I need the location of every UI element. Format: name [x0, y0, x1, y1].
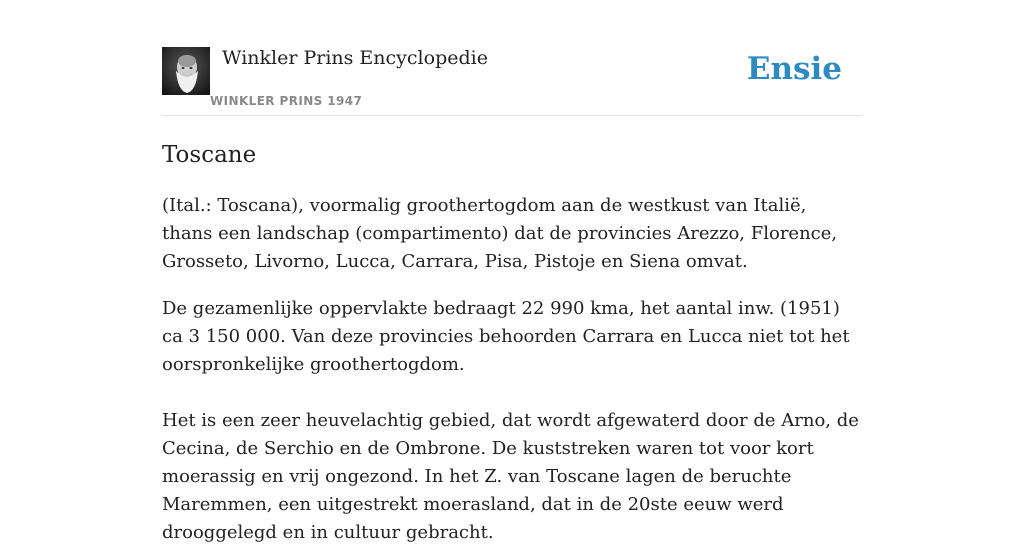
brand-logo-link[interactable]: Ensie: [746, 51, 842, 87]
article-paragraph: Het is een zeer heuvelachtig gebied, dat wordt afgewaterd door de Arno, de Cecina, de Serchio en de Ombrone. De kuststreken waren tot voor kort moerassig en vrij ongezond. In het Z. van Toscane lagen de beruchte Maremmen, een uitgestrekt moerasland, dat in de 20ste eeuw werd drooggelegd en in cultuur gebracht.: [162, 410, 859, 543]
article-container: [162, 0, 862, 543]
article-title: Toscane: [162, 142, 257, 168]
article-paragraph: (Ital.: Toscana), voormalig groothertogdom aan de westkust van Italië, thans een landschap (compartimento) dat de provincies Arezzo, Florence, Grosseto, Livorno, Lucca, Carrara, Pisa, Pistoje en Siena omvat.: [162, 195, 838, 272]
publication-subtitle: WINKLER PRINS 1947: [210, 94, 363, 108]
article-paragraph: De gezamenlijke oppervlakte bedraagt 22 990 kma, het aantal inw. (1951) ca 3 150 000. Van deze provincies behoorden Carrara en Lucca niet tot het oorspronkelijke groothertogdom.: [162, 298, 850, 375]
author-avatar[interactable]: [162, 47, 210, 95]
publication-name[interactable]: Winkler Prins Encyclopedie: [222, 47, 488, 69]
bearded-man-portrait-icon: [162, 47, 210, 95]
publication-header: [162, 0, 862, 116]
